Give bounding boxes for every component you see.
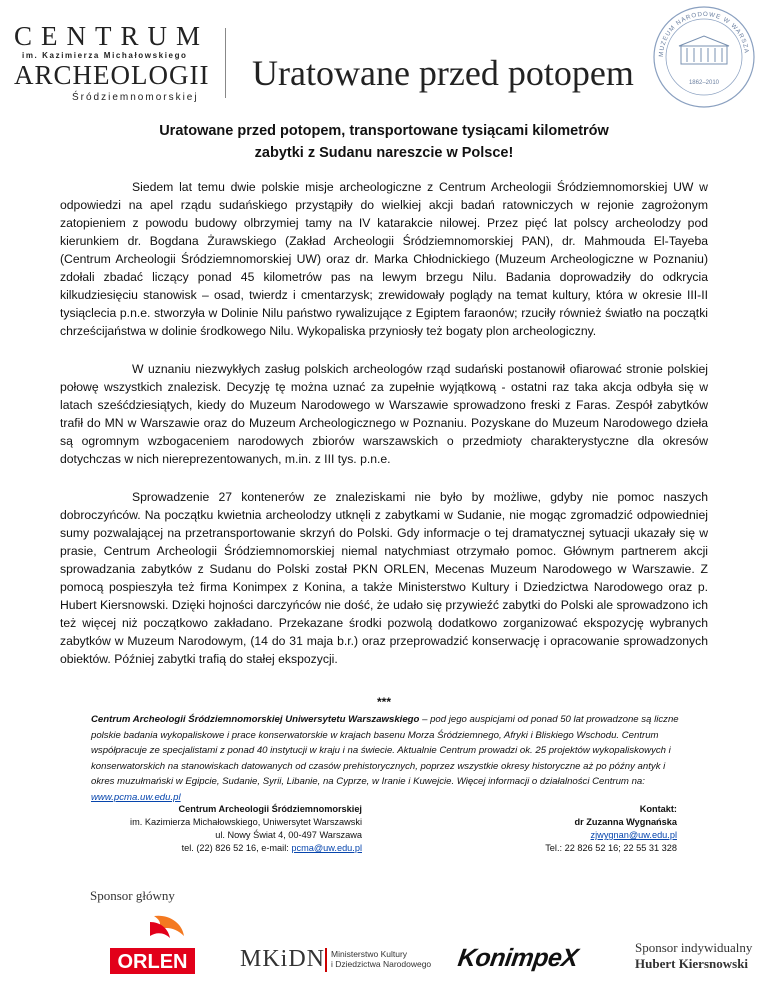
individual-sponsor-name: Hubert Kiersnowski <box>635 956 749 971</box>
website-link[interactable]: www.pcma.uw.edu.pl <box>91 791 181 803</box>
museum-seal-logo <box>651 4 757 110</box>
contact-label: Kontakt: <box>639 804 677 814</box>
institution-name: Centrum Archeologii Śródziemnomorskiej <box>178 804 362 814</box>
article-headline <box>60 120 708 164</box>
logo-srodziemnomorskiej-text: Śródziemnomorskiej <box>72 92 199 103</box>
about-text: – pod jego auspicjami od ponad 50 lat prowadzone są liczne polskie badania wykopaliskowe i prace konserwatorskie w krajach basenu Morza Śródziemnego, Afryki i Bliskiego Wschodu. Centrum współpracuje ze specjalistami z ponad 40 instytucji w kraju i na świecie. Aktualnie Centrum prowadzi ok. 25 projektów wykopaliskowych i konserwatorskich na stanowiskach datowanych od czasów prehistorycznych, poprzez wszystkie okresy historyczne aż po późny antyk i okres muzułmański w Egipcie, Sudanie, Syrii, Libanie, na Cyprze, w Iranie i Kuwejcie. Więcej informacji o działalności Centrum na: <box>91 714 679 787</box>
mkidn-line-2: i Dziedzictwa Narodowego <box>331 959 432 969</box>
person-contact <box>500 803 677 855</box>
paragraph-3: Sprowadzenie 27 kontenerów ze znaleziskami nie było by możliwe, gdyby nie pomoc naszych dobroczyńców. Na początku kwietnia archeolodzy utknęli z zabytkami w Sudanie, nie mogąc zgromadzić odpowiedniej sumy pozwalającej na przetransportowanie skrzyń do Polski. Gdy informacje o tej dramatycznej sytuacji ukazały się w prasie, Centrum Archeologii Śródziemnomorskiej niemal natychmiast otrzymało pomoc. Głównym partnerem akcji sprowadzania zabytków z Sudanu do Polski został PKN ORLEN, Mecenas Muzeum Narodowego w Warszawie. Z pomocą pospieszyła też firma Konimpex z Konina, a także Ministerstwo Kultury i Dziedzictwa Narodowego oraz p. Hubert Kiersnowski. Dzięki hojności darczyńców nie dość, że udało się przywieźć zabytki do Polski ale sprowadzono ich też więcej niż początkowo zakładano. Przekazane środki pozwolą dodatkowo zorganizować ekspozycję wybranych zabytków w Muzeum Narodowym, (14 do 31 maja b.r.) oraz przeprowadzić konserwację i opracowanie sprowadzonych obiektów. Później zabytki trafią do stałej ekspozycji. <box>60 490 708 666</box>
page-header <box>0 0 768 112</box>
orlen-text: ORLEN <box>117 951 188 973</box>
logo-centrum-text: CENTRUM <box>14 21 210 51</box>
logo-subtitle: im. Kazimierza Michałowskiego <box>22 51 188 60</box>
section-separator: *** <box>376 695 391 709</box>
paragraph-1: Siedem lat temu dwie polskie misje archeologiczne z Centrum Archeologii Śródziemnomorskiej UW w odpowiedzi na apel rządu sudańskiego przystąpiły do wielkiej akcji badań ratowniczych w rejonie zagrożonym zatopieniem z powodu budowy olbrzymiej tamy na IV katarakcie nilowej. Przez pięć lat polscy archeolodzy pod kierunkiem dr. Bogdana Żurawskiego (Zakład Archeologii Śródziemnomorskiej PAN), dr. Mahmouda El-Tayeba (Centrum Archeologii Śródziemnomorskiej UW) oraz dr. Marka Chłodnickiego (Muzeum Archeologiczne w Poznaniu) zdołali zbadać liczący ponad 45 kilometrów pas na lewym brzegu Nilu. Badania doprowadziły do odkrycia kilkudziesięciu stanowisk – osad, twierdz i cmentarzysk; zrewidowały poglądy na temat kultury, która w okresie III-II tysiąclecia p.n.e. stworzyła w Dolinie Nilu państwo rywalizujące z Egiptem faraonów; rzuciły również światło na początki chrześcijaństwa w dolinie środkowego Nilu. Wykopaliska przyniosły też bogaty plon archeologiczny. <box>60 180 708 338</box>
mkidn-divider <box>325 948 327 972</box>
institution-email-link[interactable]: pcma@uw.edu.pl <box>291 843 362 853</box>
institution-line-2: im. Kazimierza Michałowskiego, Uniwersytet Warszawski <box>130 817 362 827</box>
header-divider <box>225 28 226 98</box>
paragraph-2: W uznaniu niezwykłych zasług polskich archeologów rząd sudański postanowił ofiarować stronie polskiej połowę wszystkich znalezisk. Decyzję tę można uznać za zupełnie wyjątkową - ostatni raz taka akcja odbyła się w latach sześćdziesiątych, kiedy do Muzeum Narodowego w Warszawie sprowadzono freski z Faras. Zespół zabytków trafił do MN w Warszawie oraz do Muzeum Archeologicznego w Poznaniu. Pozyskane do Muzeum Narodowego dzieła są ogromnym wzbogaceniem narodowych zbiorów warszawskich o przedmioty charakterystyczne dla okresów dotychczas w nich niereprezentowanych, m.in. z III tys. p.n.e. <box>60 362 708 466</box>
konimpex-logo: KonimpeX <box>456 944 580 972</box>
individual-sponsor <box>635 940 752 972</box>
mkidn-fullname <box>331 949 431 969</box>
mkidn-line-1: Ministerstwo Kultury <box>331 949 408 959</box>
contact-person-name: dr Zuzanna Wygnańska <box>574 817 677 827</box>
logo-archeologii-text: ARCHEOLOGII <box>14 60 210 90</box>
institution-phone: tel. (22) 826 52 16, e-mail: <box>181 843 292 853</box>
about-centre <box>91 712 691 805</box>
institution-contact <box>100 803 362 855</box>
mkidn-logo <box>240 946 440 974</box>
contact-phone: Tel.: 22 826 52 16; 22 55 31 328 <box>545 843 677 853</box>
svg-text:MUZEUM NARODOWE W WARSZAWIE <box>651 4 750 57</box>
orlen-logo <box>110 912 195 974</box>
pcma-logo <box>14 22 219 106</box>
seal-text: MUZEUM NARODOWE W WARSZA <box>657 10 750 58</box>
orlen-eagle-icon <box>110 912 195 974</box>
institution-address: ul. Nowy Świat 4, 00-497 Warszawa <box>215 830 362 840</box>
seal-years: 1862–2010 <box>688 80 720 86</box>
headline-line-2: zabytki z Sudanu nareszcie w Polsce! <box>254 145 514 161</box>
about-org-name: Centrum Archeologii Śródziemnomorskiej Uniwersytetu Warszawskiego <box>91 714 420 725</box>
main-sponsor-label: Sponsor główny <box>90 888 175 903</box>
article-body <box>60 178 708 688</box>
contact-email-link[interactable]: zjwygnan@uw.edu.pl <box>590 830 677 840</box>
headline-line-1: Uratowane przed potopem, transportowane tysiącami kilometrów <box>159 123 609 139</box>
header-title: Uratowane przed potopem <box>252 53 634 93</box>
museum-seal-icon <box>651 4 757 110</box>
mkidn-text: MKiDN <box>240 946 326 972</box>
institution-phone-email <box>100 842 362 855</box>
individual-sponsor-label: Sponsor indywidualny <box>635 940 753 955</box>
